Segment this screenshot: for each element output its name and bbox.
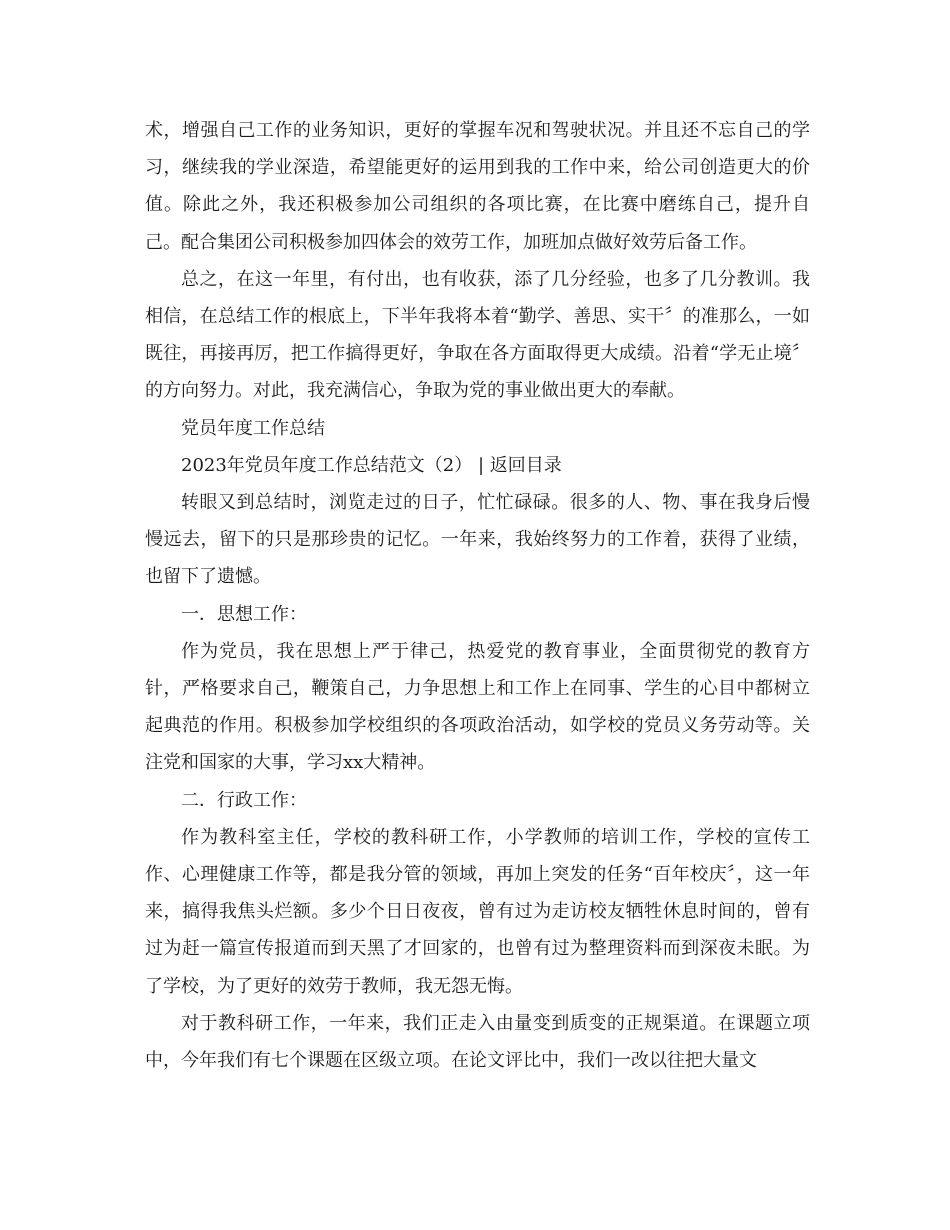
paragraph-admin-work: 作为教科室主任，学校的教科研工作，小学教师的培训工作，学校的宣传工作、心理健康工作等，都是我分管的领域，再加上突发的任务“百年校庆〞，这一年来，搞得我焦头烂额。多少个日日夜夜，曾有过为走访校友牺牲休息时间的，曾有过为赶一篇宣传报道而到天黑了才回家的，也曾有过为整理资料而到深夜未眠。为了学校，为了更好的效劳于教师，我无怨无悔。 [145,826,810,997]
paragraph-conclusion: 总之，在这一年里，有付出，也有收获，添了几分经验，也多了几分教训。我相信，在总结工作的根底上，下半年我将本着“勤学、善思、实干〞的准那么，一如既往，再接再厉，把工作搞得更好，争取在各方面取得更大成绩。沿着“学无止境〞的方向努力。对此，我充满信心，争取为党的事业做出更大的奉献。 [145,268,810,402]
paragraph-research-work: 对于教科研工作，一年来，我们正走入由量变到质变的正规渠道。在课题立项中，今年我们有七个课题在区级立项。在论文评比中，我们一改以往把大量文 [145,1012,810,1072]
paragraph-continuation: 术，增强自己工作的业务知识，更好的掌握车况和驾驶状况。并且还不忘自己的学习，继续我的学业深造，希望能更好的运用到我的工作中来，给公司创造更大的价值。除此之外，我还积极参加公司组织的各项比赛，在比赛中磨练自己，提升自己。配合集团公司积极参加四体会的效劳工作，加班加点做好效劳后备工作。 [145,120,810,253]
subheading-admin-work: 二．行政工作： [181,789,307,811]
section-heading: 党员年度工作总结 [181,417,325,439]
article-title-line: 2023年党员年度工作总结范文（2） | 返回目录 [181,454,562,476]
subheading-thought-work: 一．思想工作： [181,603,307,625]
paragraph-thought-work: 作为党员，我在思想上严于律己，热爱党的教育事业，全面贯彻党的教育方针，严格要求自己，鞭策自己，力争思想上和工作上在同事、学生的心目中都树立起典范的作用。积极参加学校组织的各项政治活动，如学校的党员义务劳动等。关注党和国家的大事，学习xx大精神。 [145,640,810,774]
document-body [145,112,810,1079]
paragraph-intro: 转眼又到总结时，浏览走过的日子，忙忙碌碌。很多的人、物、事在我身后慢慢远去，留下的只是那珍贵的记忆。一年来，我始终努力的工作着，获得了业绩，也留下了遗憾。 [145,492,810,588]
